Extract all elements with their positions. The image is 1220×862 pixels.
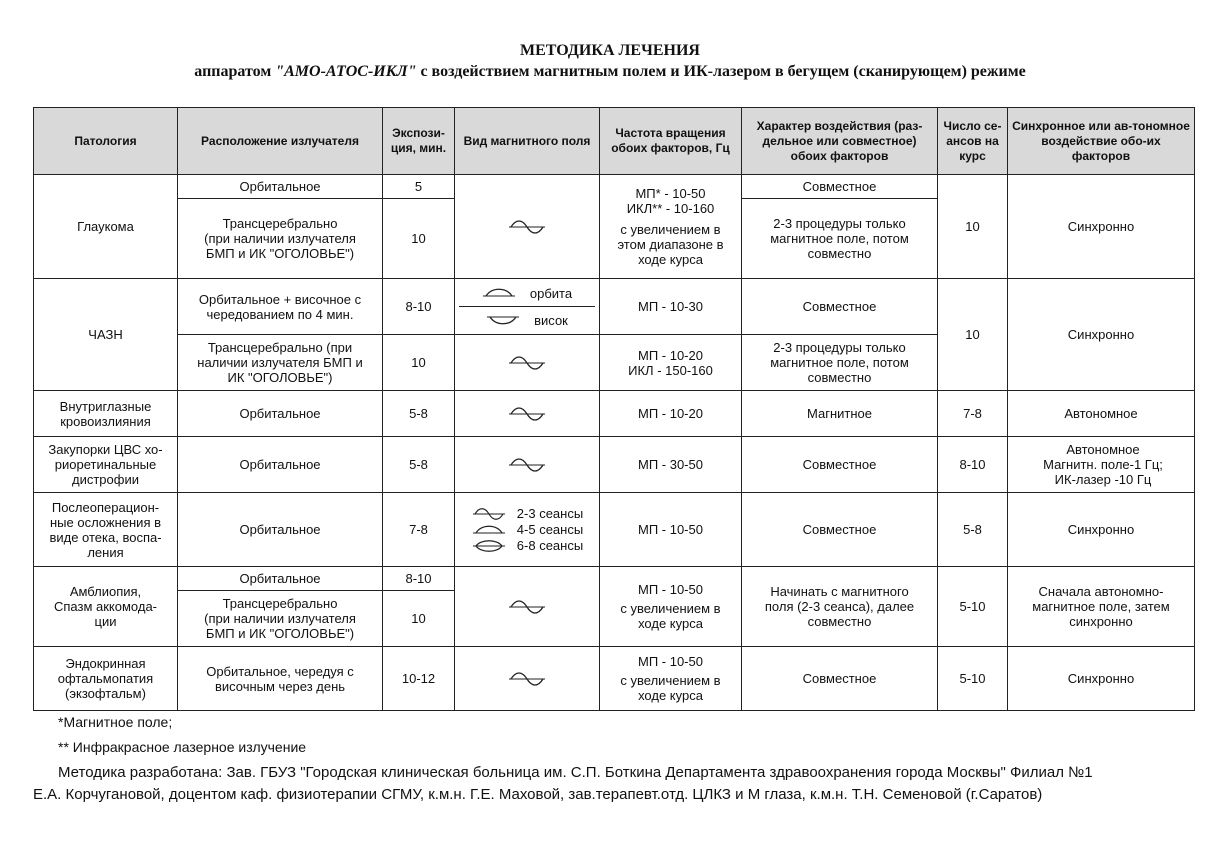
table-row [34, 175, 1195, 199]
frequency-values: МП* - 10-50 ИКЛ** - 10-160 [626, 186, 715, 216]
sine-wave-icon [471, 507, 507, 521]
cell-character: Начинать с магнитного поля (2-3 сеанса), далее совместно [742, 567, 938, 647]
cell-frequency [600, 647, 742, 711]
cell-location: Трансцеребрально (при наличии излучателя БМП и ИК "ОГОЛОВЬЕ") [178, 335, 383, 391]
header-pathology: Патология [34, 108, 178, 175]
field-stage-3 [471, 538, 583, 553]
half-wave-down-icon [486, 314, 520, 326]
sine-wave-icon [507, 457, 547, 473]
cell-field [455, 391, 600, 437]
cell-pathology: Закупорки ЦВС хо- риоретинальные дистрофии [34, 437, 178, 493]
cell-location: Трансцеребрально (при наличии излучателя БМП и ИК "ОГОЛОВЬЕ") [178, 591, 383, 647]
cell-sync: Синхронно [1008, 175, 1195, 279]
cell-location: Орбитальное [178, 175, 383, 199]
frequency-values: МП - 10-50 [638, 654, 703, 669]
sine-wave-icon [507, 406, 547, 422]
cell-sessions: 5-10 [938, 647, 1008, 711]
header-exposure: Экспози-ция, мин. [383, 108, 455, 175]
cell-exposure: 5 [383, 175, 455, 199]
field-orbit [459, 280, 595, 306]
sine-wave-icon [507, 219, 547, 235]
half-wave-up-icon [482, 287, 516, 299]
cell-location: Орбитальное [178, 437, 383, 493]
cell-location: Трансцеребрально (при наличии излучателя БМП и ИК "ОГОЛОВЬЕ") [178, 199, 383, 279]
cell-character: Совместное [742, 279, 938, 335]
frequency-note: с увеличением в этом диапазоне в ходе курса [617, 222, 724, 267]
cell-exposure: 10 [383, 199, 455, 279]
cell-field [455, 175, 600, 279]
sine-wave-icon [507, 599, 547, 615]
cell-sync: Сначала автономно- магнитное поле, затем синхронно [1008, 567, 1195, 647]
cell-pathology: Внутриглазные кровоизлияния [34, 391, 178, 437]
device-name: "АМО-АТОС-ИКЛ" [275, 63, 417, 80]
footnote-laser: ** Инфракрасное лазерное излучение [58, 739, 307, 755]
cell-frequency: МП - 10-20 [600, 391, 742, 437]
cell-location: Орбитальное, чередуя с височным через день [178, 647, 383, 711]
cell-exposure: 8-10 [383, 279, 455, 335]
cell-exposure: 8-10 [383, 567, 455, 591]
cell-frequency: МП - 30-50 [600, 437, 742, 493]
cell-sync: Синхронно [1008, 647, 1195, 711]
cell-field [455, 647, 600, 711]
cell-pathology: Глаукома [34, 175, 178, 279]
field-orbit-label: орбита [529, 285, 573, 301]
cell-frequency: МП - 10-30 [600, 279, 742, 335]
field-stage-1 [471, 506, 583, 521]
subtitle-suffix: с воздействием магнитным полем и ИК-лазером в бегущем (сканирующем) режиме [416, 63, 1026, 80]
cell-location: Орбитальное [178, 391, 383, 437]
cell-pathology: Эндокринная офтальмопатия (экзофтальм) [34, 647, 178, 711]
document-subtitle [0, 63, 1220, 81]
treatment-table [33, 107, 1195, 711]
frequency-note: с увеличением в ходе курса [620, 673, 721, 703]
cell-sessions: 7-8 [938, 391, 1008, 437]
field-stage-1-label: 2-3 сеансы [516, 506, 584, 521]
cell-exposure: 7-8 [383, 493, 455, 567]
header-field: Вид магнитного поля [455, 108, 600, 175]
cell-character: Совместное [742, 437, 938, 493]
header-frequency: Частота вращения обоих факторов, Гц [600, 108, 742, 175]
field-stage-3-label: 6-8 сеансы [516, 538, 584, 553]
full-wave-icon [471, 539, 507, 553]
header-character: Характер воздействия (раз-дельное или совместное) обоих факторов [742, 108, 938, 175]
cell-character: Магнитное [742, 391, 938, 437]
frequency-note: с увеличением в ходе курса [620, 601, 721, 631]
table-row [34, 391, 1195, 437]
cell-field [455, 279, 600, 335]
cell-frequency: МП - 10-20 ИКЛ - 150-160 [600, 335, 742, 391]
cell-frequency [600, 567, 742, 647]
table-row [34, 279, 1195, 335]
table-row [34, 647, 1195, 711]
cell-exposure: 10 [383, 335, 455, 391]
cell-field [455, 493, 600, 567]
cell-pathology: ЧАЗН [34, 279, 178, 391]
cell-frequency: МП - 10-50 [600, 493, 742, 567]
cell-character: Совместное [742, 175, 938, 199]
cell-field [455, 437, 600, 493]
cell-sessions: 5-8 [938, 493, 1008, 567]
cell-sync: Автономное [1008, 391, 1195, 437]
authors-line-1: Методика разработана: Зав. ГБУЗ "Городская клиническая больница им. С.П. Боткина Департамента здравоохранения города Москвы" Филиал №1 [58, 764, 1093, 781]
cell-sessions: 8-10 [938, 437, 1008, 493]
cell-field [455, 567, 600, 647]
cell-location: Орбитальное [178, 567, 383, 591]
sine-wave-icon [507, 671, 547, 687]
cell-location: Орбитальное [178, 493, 383, 567]
cell-exposure: 10-12 [383, 647, 455, 711]
table-row [34, 567, 1195, 591]
cell-sync: Автономное Магнитн. поле-1 Гц; ИК-лазер -10 Гц [1008, 437, 1195, 493]
half-wave-up-icon [471, 523, 507, 537]
cell-sync: Синхронно [1008, 279, 1195, 391]
field-stack [471, 506, 583, 553]
table-header-row [34, 108, 1195, 175]
header-sessions: Число се-ансов на курс [938, 108, 1008, 175]
document-title: МЕТОДИКА ЛЕЧЕНИЯ [520, 42, 700, 59]
cell-exposure: 5-8 [383, 391, 455, 437]
subtitle-prefix: аппаратом [194, 63, 276, 80]
field-stage-2 [471, 522, 583, 537]
cell-character: Совместное [742, 647, 938, 711]
cell-character: Совместное [742, 493, 938, 567]
cell-sessions: 5-10 [938, 567, 1008, 647]
cell-exposure: 10 [383, 591, 455, 647]
header-sync: Синхронное или ав-тономное воздействие обо-их факторов [1008, 108, 1195, 175]
cell-pathology: Амблиопия, Спазм аккомода- ции [34, 567, 178, 647]
cell-character: 2-3 процедуры только магнитное поле, потом совместно [742, 199, 938, 279]
cell-sessions: 10 [938, 279, 1008, 391]
cell-location: Орбитальное + височное с чередованием по 4 мин. [178, 279, 383, 335]
cell-exposure: 5-8 [383, 437, 455, 493]
cell-sessions: 10 [938, 175, 1008, 279]
cell-character: 2-3 процедуры только магнитное поле, потом совместно [742, 335, 938, 391]
frequency-values: МП - 10-50 [638, 582, 703, 597]
cell-sync: Синхронно [1008, 493, 1195, 567]
sine-wave-icon [507, 355, 547, 371]
cell-field [455, 335, 600, 391]
table-row [34, 493, 1195, 567]
authors-line-2: Е.А. Корчугановой, доцентом каф. физиотерапии СГМУ, к.м.н. Г.Е. Маховой, зав.терапевт.отд. ЦЛКЗ и М глаза, к.м.н. Т.Н. Семеновой (г.Саратов) [33, 786, 1043, 803]
field-temple-label: висок [534, 312, 568, 328]
cell-frequency [600, 175, 742, 279]
field-stage-2-label: 4-5 сеансы [516, 522, 584, 537]
header-location: Расположение излучателя [178, 108, 383, 175]
cell-pathology: Послеоперацион- ные осложнения в виде отека, воспа- ления [34, 493, 178, 567]
field-temple [459, 306, 595, 333]
table-row [34, 437, 1195, 493]
footnote-magnetic: *Магнитное поле; [58, 714, 173, 730]
